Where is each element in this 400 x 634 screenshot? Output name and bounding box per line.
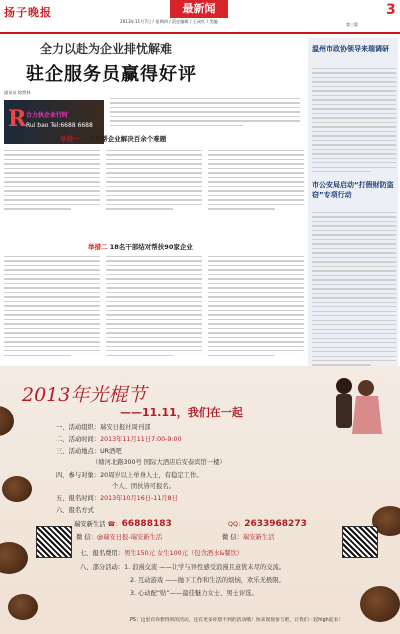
section-tag: 举措二 (88, 243, 108, 251)
coffee-bean-icon (8, 594, 38, 620)
column-text-5 (106, 256, 202, 359)
ad-item-time: 二、活动时间：2013年11月11日7:00-9:00 (56, 436, 182, 443)
column-text-6 (208, 256, 304, 359)
wechat-qr-code-icon (342, 526, 378, 558)
intro-paragraph (110, 98, 300, 129)
ad-qq: QQ：2633968273 (228, 519, 307, 529)
sidebar-text-1 (312, 68, 396, 176)
photo-logo-r-icon: R (8, 106, 27, 132)
coffee-bean-icon (2, 476, 32, 502)
headline-subtitle: 全力以赴为企业排忧解难 (40, 42, 173, 56)
ad-title: 2013年光棍节 (22, 384, 147, 406)
section-tag: 举措一 (60, 135, 80, 143)
ad-item-signup-method: 六、报名方式 (56, 507, 94, 514)
ad-weibo: 微 信：@瑞安日报-瑞安新生活 (76, 534, 163, 541)
page-meta: 第三版 (346, 22, 358, 27)
ad-item-activity-1: 八、部分活动：1. 浪漫交流 ——让学与异性感受浪漫且意犹未尽的交流。 (80, 564, 286, 571)
section-heading-2 (88, 242, 193, 251)
ad-wechat: 微 信：瑞安新生活 (222, 534, 275, 541)
ad-item-location: 三、活动地点：UR酒吧 (56, 448, 122, 455)
coffee-bean-icon (0, 406, 14, 436)
photo-caption-line1: 合力执企业行时 (26, 112, 69, 119)
sidebar-headline-2: 市公安局启动“打假财防盗窃”专项行动 (312, 181, 394, 199)
sidebar-text-2 (312, 212, 396, 369)
section-title: 一个月帮企业解决百余个难题 (81, 135, 167, 143)
newspaper-logo: 扬子晚报 (4, 6, 52, 19)
ad-subtitle: ——11.11，我们在一起 (120, 406, 243, 419)
headline-title: 驻企服务员赢得好评 (26, 64, 197, 85)
section-title: 18名干部结对帮扶90家企业 (109, 243, 193, 251)
couple-illustration-icon (322, 372, 388, 442)
ad-item-signup-time: 五、报名时间：2013年10月16日-11月8日 (56, 495, 178, 502)
ad-phone: 瑞安新生活 ☎：66888183 (74, 519, 172, 529)
page-number: 3 (386, 2, 396, 18)
ad-item-activity-3: 3. 心动配“贴”——最佳魅力女士、男士评选。 (130, 590, 258, 597)
singles-day-ad (0, 366, 400, 634)
section-banner: 最新闻 (170, 0, 228, 18)
ad-item-participants: 四、参与对象：20周岁以上单身人士，有稳定工作。 (56, 472, 203, 479)
ad-item-organizer: 一、活动组织：瑞安日报社周刊部 (56, 424, 151, 431)
ad-ps-note: PS：这里有你想得到的活动，还有更多你想不到的活动哦！快来现场参与吧，让我们一起high起来！ (130, 618, 344, 623)
sidebar-headline-1: 温州市政协领导来瑞调研 (312, 45, 389, 53)
issue-meta: 2013年11月7日 / 星期四 / 责任编辑 / 王成红 / 美编 (120, 19, 218, 24)
ad-item-groups: 个人、团伙皆可报名。 (112, 483, 175, 490)
column-text-1 (4, 150, 100, 213)
ad-item-address: （塘河北路300号 国际大酒店后安泰宾馆一楼） (92, 459, 226, 466)
ad-item-activity-2: 2. 互动游戏 ——抛下工作和生活的烦恼，欢乐无极限。 (130, 577, 285, 584)
byline: 通讯员 徐然林 (4, 90, 31, 95)
ad-item-fee: 七、报名费用：男生150元 女生100元（包含酒水&餐饮） (80, 550, 244, 557)
photo-caption-line2: Rui bao Tel:6688 6688 (26, 122, 93, 129)
column-text-2 (106, 150, 202, 213)
column-text-4 (4, 256, 100, 359)
coffee-bean-icon (0, 542, 28, 574)
coffee-bean-icon (360, 586, 400, 622)
section-heading-1 (60, 134, 166, 143)
column-text-3 (208, 150, 304, 213)
weibo-qr-code-icon (36, 526, 72, 558)
